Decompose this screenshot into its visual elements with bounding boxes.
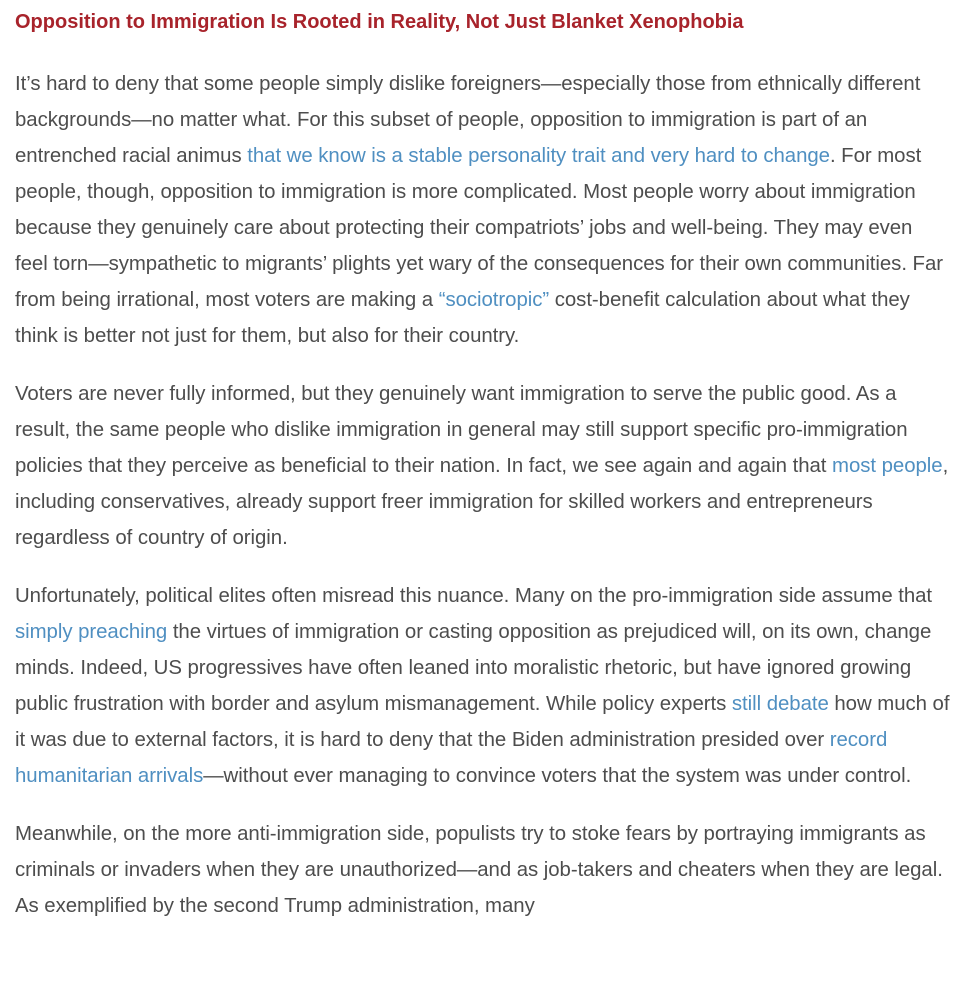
paragraph-text: how much of it was due to external factors, it is hard to deny that the Biden administration presided over <box>15 693 950 751</box>
sociotropic-link[interactable]: “sociotropic” <box>438 289 550 311</box>
paragraph-text: Meanwhile, on the more anti-immigration side, populists try to stoke fears by portraying immigrants as criminals or invaders when they are unauthorized—and as job-takers and cheaters when they are legal. As exemplified by the second Trump administration, many <box>15 823 943 917</box>
paragraph-2 <box>15 376 950 556</box>
paragraph-text: cost-benefit calculation about what they think is better not just for them, but also for their country. <box>15 289 910 347</box>
section-heading: Opposition to Immigration Is Rooted in Reality, Not Just Blanket Xenophobia <box>15 11 744 33</box>
paragraph-text: Unfortunately, political elites often misread this nuance. Many on the pro-immigration side assume that <box>15 585 933 607</box>
article <box>15 0 950 924</box>
record-humanitarian-arrivals-link[interactable]: record humanitarian arrivals <box>15 729 888 787</box>
paragraph-text: the virtues of immigration or casting opposition as prejudiced will, on its own, change minds. Indeed, US progressives have often leaned into moralistic rhetoric, but have ignored growing public frustration with border and asylum mismanagement. While policy experts <box>15 621 932 715</box>
paragraph-text: , including conservatives, already support freer immigration for skilled workers and entrepreneurs regardless of country of origin. <box>15 455 949 549</box>
paragraph-text: Voters are never fully informed, but they genuinely want immigration to serve the public good. As a result, the same people who dislike immigration in general may still support specific pro-immigration policies that they perceive as beneficial to their nation. In fact, we see again and again that <box>15 383 908 477</box>
paragraph-text: —without ever managing to convince voters that the system was under control. <box>203 765 912 787</box>
paragraph-text: It’s hard to deny that some people simply dislike foreigners—especially those from ethnically different backgrounds—no matter what. For this subset of people, opposition to immigration is part of an entrenched racial animus <box>15 73 921 167</box>
paragraph-4 <box>15 816 950 924</box>
still-debate-link[interactable]: still debate <box>731 693 829 715</box>
most-people-link[interactable]: most people <box>832 455 943 477</box>
paragraph-text: . For most people, though, opposition to immigration is more complicated. Most people worry about immigration because they genuinely care about protecting their compatriots’ jobs and well-being. They may even feel torn—sympathetic to migrants’ plights yet wary of the consequences for their own communities. Far from being irrational, most voters are making a <box>15 145 943 311</box>
personality-trait-link[interactable]: that we know is a stable personality trait and very hard to change <box>247 145 830 167</box>
paragraph-1 <box>15 66 950 354</box>
simply-preaching-link[interactable]: simply preaching <box>15 621 168 643</box>
paragraph-3 <box>15 578 950 794</box>
